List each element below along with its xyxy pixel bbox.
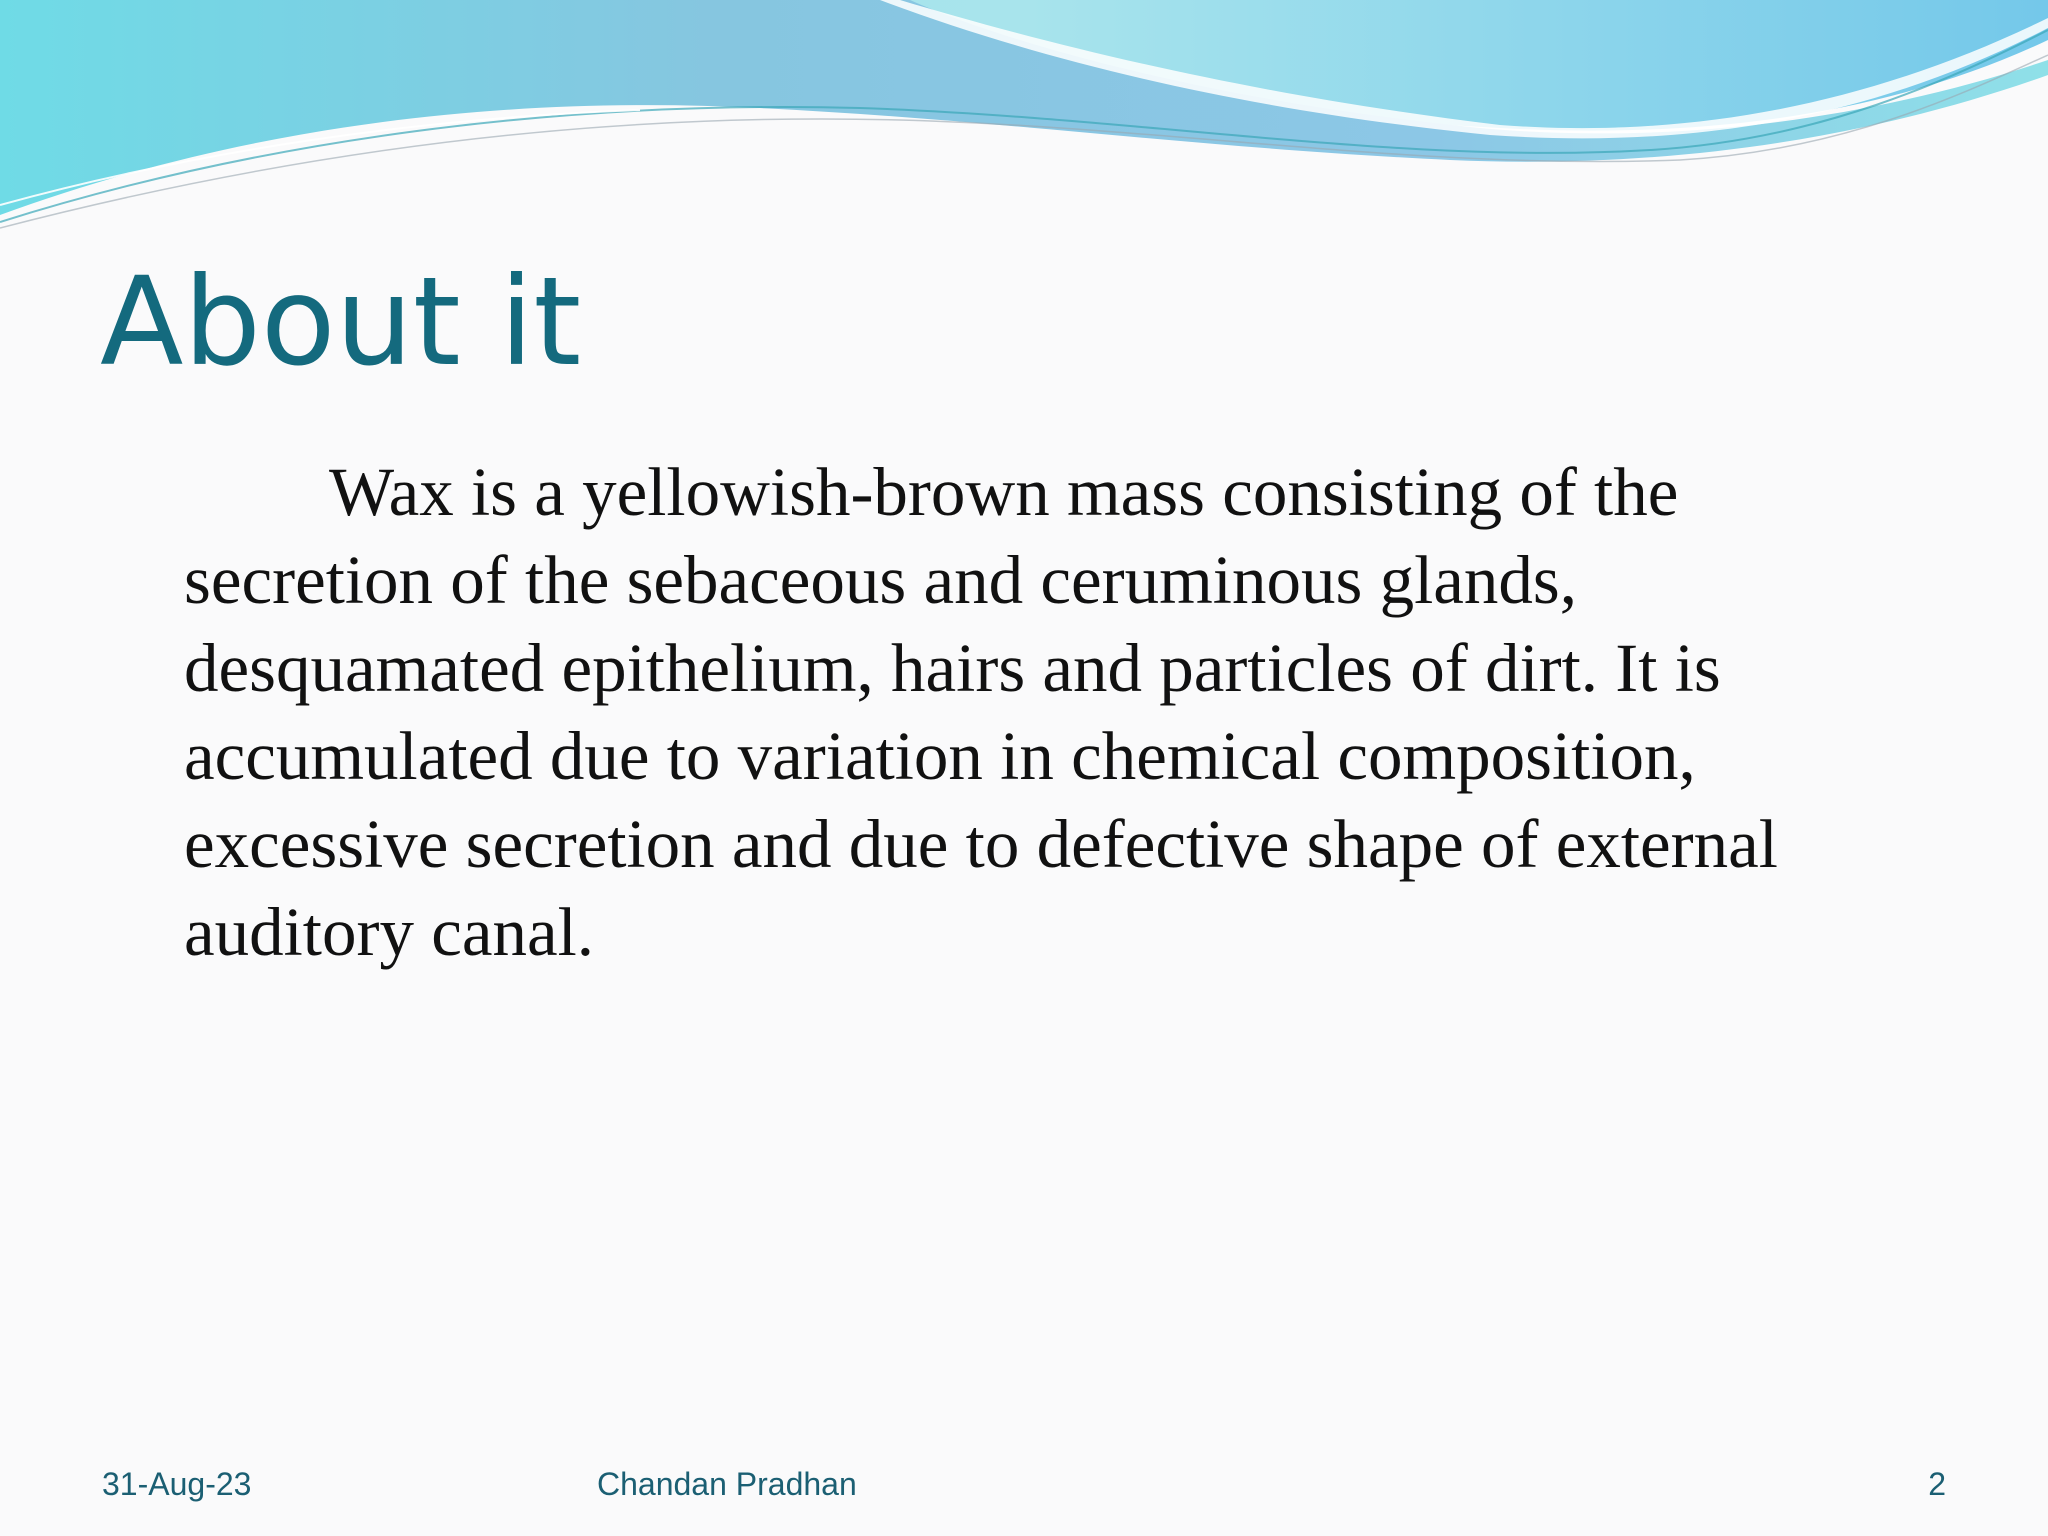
slide-body-text: Wax is a yellowish-brown mass consisting of the secretion of the sebaceous and ceruminous glands, desquamated epithelium, hairs and particles of dirt. It is accumulated due to variation in chemical composition, excessive secretion and due to defective shape of external auditory canal. <box>184 454 1778 970</box>
header-wave-decoration <box>0 0 2048 240</box>
footer-author: Chandan Pradhan <box>597 1466 857 1502</box>
slide-title: About it <box>100 251 582 393</box>
footer-date: 31-Aug-23 <box>102 1466 252 1502</box>
slide-page-number: 2 <box>1928 1466 1946 1502</box>
